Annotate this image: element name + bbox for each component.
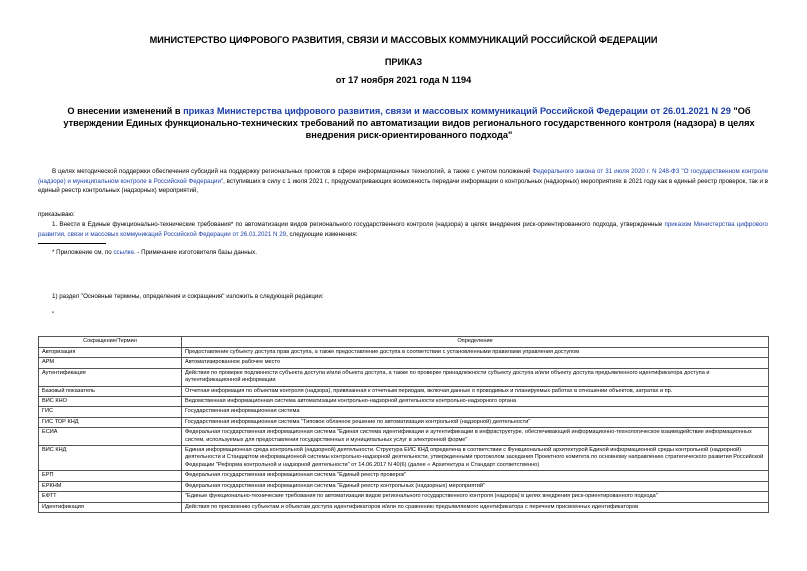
term-cell: ВИС КНД — [39, 446, 182, 471]
table-row — [39, 492, 769, 502]
column-header-definition: Определение — [182, 337, 769, 348]
title-suffix: "Об утверждении Единых функционально-технических требований по автоматизации видов регионального государственного контроля (надзора) в целях внедрения риск-ориентированного подхода" — [63, 106, 755, 140]
table-row — [39, 428, 769, 446]
definition-cell: Действия по присвоению субъектам и объектам доступа идентификаторов и/или по сравнению предъявляемого идентификатора с перечнем присвоенных идентификаторов — [182, 502, 769, 512]
term-cell: Авторизация — [39, 348, 182, 358]
definition-cell: Ведомственная информационная система автоматизации контрольно-надзорной деятельности контрольно-надзорного органа — [182, 397, 769, 407]
table-row — [39, 446, 769, 471]
term-cell: ЕРКНМ — [39, 481, 182, 491]
definition-cell: Государственная информационная система "Типовое облачное решение по автоматизации контрольной (надзорной) деятельности" — [182, 417, 769, 427]
federal-law-link[interactable]: Федерального закона от 31 июля 2020 г. N 248-ФЗ "О государственном контроле (надзоре) и муниципальном контроле в Российской Федерации" — [38, 168, 769, 185]
order-word: приказываю: — [38, 211, 75, 218]
subitem-1: 1) раздел "Основные термины, определения и сокращения" изложить в следующей редакции: — [52, 293, 324, 300]
table-row — [39, 481, 769, 491]
document-title — [48, 105, 770, 141]
ministry-heading: МИНИСТЕРСТВО ЦИФРОВОГО РАЗВИТИЯ, СВЯЗИ И МАССОВЫХ КОММУНИКАЦИЙ РОССИЙСКОЙ ФЕДЕРАЦИИ — [149, 35, 658, 45]
footnote-text-a: * Приложение см. по — [52, 249, 114, 256]
table-header-row — [39, 337, 769, 348]
table-row — [39, 348, 769, 358]
footnote-divider — [38, 243, 106, 244]
table-row — [39, 502, 769, 512]
terms-table — [38, 336, 769, 513]
table-row — [39, 386, 769, 396]
preamble-paragraph — [38, 167, 768, 196]
table-row — [39, 368, 769, 386]
item-text-b: , следующие изменения: — [286, 230, 358, 238]
preamble-text-b: , вступивших в силу с 1 июля 2021 г., предусматривающих возможность передачи информации о контрольных (надзорных) мероприятиях в 2021 году как в единый реестр проверок, так и в единый реестр контрольных (надзорных) мероприятий, — [38, 177, 768, 194]
term-cell: АРМ — [39, 358, 182, 368]
term-cell: ЕСИА — [39, 428, 182, 446]
definition-cell: Государственная информационная система — [182, 407, 769, 417]
definition-cell: Единая информационная среда контрольной (надзорной) деятельности. Структура ЕИС КНД определена в соответствии с Функциональной архитектурой Единой информационной среды контрольной (надзорной) деятельности и Стандартом информационной системы контрольно-надзорной деятельности, утвержденными протоколом заседания Проектного комитета по основному направлению стратегического развития Российской Федерации "Реформа контрольной и надзорной деятельности" от 14.06.2017 N 40(6) (далее « Архитектура и Стандарт соответственно) — [182, 446, 769, 471]
table-row — [39, 417, 769, 427]
table-row — [39, 471, 769, 481]
definition-cell: Действия по проверке подлинности субъекта доступа и/или объекта доступа, а также по проверке принадлежности субъекту доступа и/или объекту доступа предъявленного идентификатора доступа и аутентификационной информации — [182, 368, 769, 386]
item-paragraph — [38, 220, 768, 239]
document-date-number: от 17 ноября 2021 года N 1194 — [335, 75, 472, 85]
opening-quote: " — [52, 311, 55, 318]
term-cell: Аутентификация — [39, 368, 182, 386]
title-prefix: О внесении изменений в — [67, 106, 184, 116]
terms-table-body — [39, 348, 769, 513]
term-cell: ЕРП — [39, 471, 182, 481]
definition-cell: Федеральная государственная информационная система "Единый реестр проверок" — [182, 471, 769, 481]
title-order-link[interactable]: приказ Министерства цифрового развития, связи и массовых коммуникаций Российской Федерации от 26.01.2021 N 29 — [183, 106, 731, 116]
term-cell: Идентификация — [39, 502, 182, 512]
item-text-a: 1. Внести в Единые функционально-технические требования* по автоматизации видов регионального государственного контроля (надзора) в целях внедрения риск-ориентированного подхода, утвержденные — [52, 221, 665, 228]
term-cell: ГИС ТОР КНД — [39, 417, 182, 427]
term-cell: ЕФТТ — [39, 492, 182, 502]
definition-cell: Федеральная государственная информационная система "Единый реестр контрольных (надзорных) мероприятий" — [182, 481, 769, 491]
column-header-term: Сокращение/Термин — [39, 337, 182, 348]
term-cell: ВИС КНО — [39, 397, 182, 407]
term-cell: Базовый показатель — [39, 386, 182, 396]
definition-cell: Автоматизированное рабочее место — [182, 358, 769, 368]
footnote-link[interactable]: ссылке — [113, 249, 134, 256]
ministry-order-link[interactable]: приказом Министерства цифрового развития, связи и массовых коммуникаций Российской Федерации от 26.01.2021 N 29 — [38, 221, 768, 238]
definition-cell: Федеральная государственная информационная система "Единая система идентификации и аутентификации в инфраструктуре, обеспечивающей информационно-технологическое взаимодействие информационных систем, используемых для предоставления государственных и муниципальных услуг в электронной форме" — [182, 428, 769, 446]
definition-cell: "Единые функционально-технические требования по автоматизации видов регионального государственного контроля (надзора) в целях внедрения риск-ориентированного подхода" — [182, 492, 769, 502]
document-type: ПРИКАЗ — [384, 57, 423, 67]
footnote-text-b: . - Примечание изготовителя базы данных. — [133, 249, 257, 256]
definition-cell: Отчетная информация по объектам контроля (надзора), привязанная к отчетным периодам, включая данные о проводимых и планируемых работах в отношении объектов, затратах и пр. — [182, 386, 769, 396]
preamble-text-a: В целях методической поддержки обеспечения субсидий на поддержку региональных проектов в сфере информационных технологий, а также с учетом положений — [52, 168, 533, 175]
table-row — [39, 358, 769, 368]
footnote — [52, 249, 257, 256]
term-cell: ГИС — [39, 407, 182, 417]
table-row — [39, 407, 769, 417]
definition-cell: Предоставление субъекту доступа прав доступа, а также предоставление доступа в соответствии с установленными правилами управления доступом — [182, 348, 769, 358]
table-row — [39, 397, 769, 407]
